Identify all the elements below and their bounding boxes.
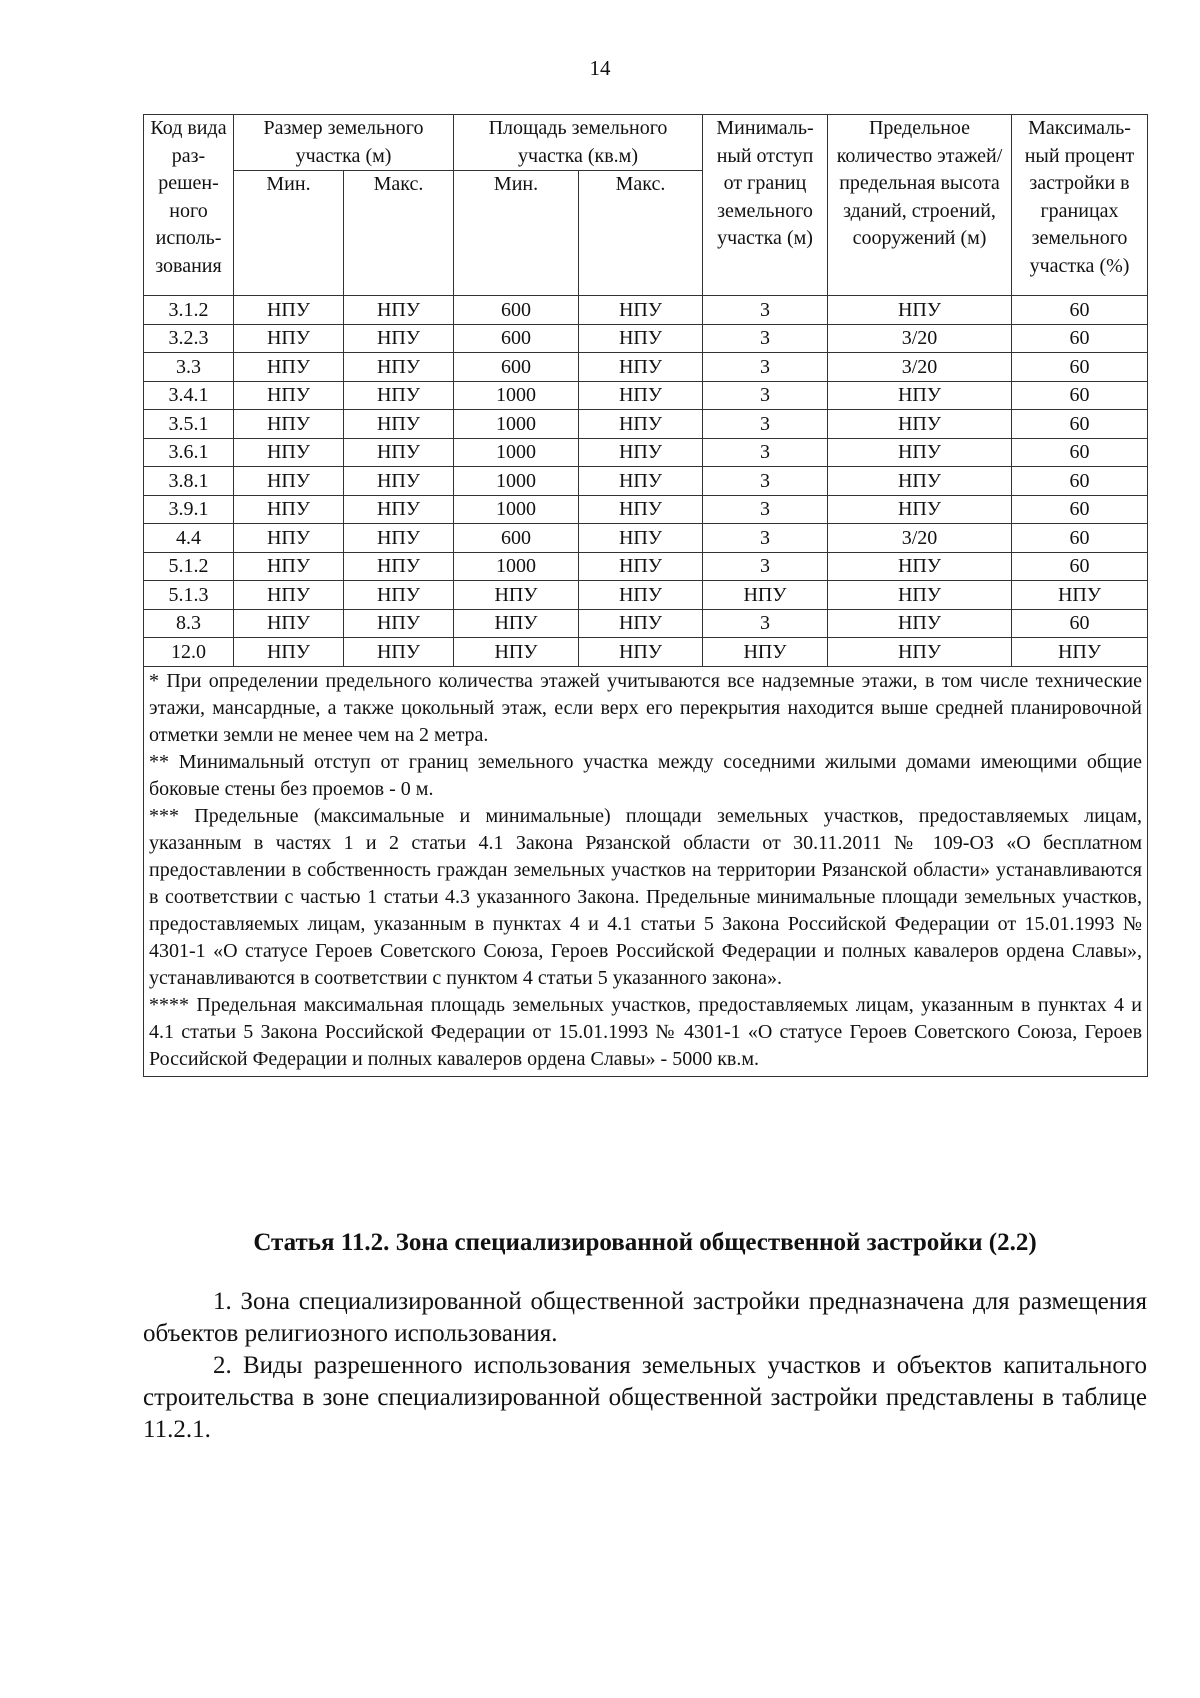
cell-area-max: НПУ	[579, 467, 703, 496]
cell-size-max: НПУ	[344, 552, 454, 581]
cell-setback: 3	[703, 495, 828, 524]
cell-floors: 3/20	[828, 524, 1012, 553]
cell-code: 3.8.1	[144, 467, 234, 496]
cell-floors: НПУ	[828, 410, 1012, 439]
cell-size-min: НПУ	[234, 324, 344, 353]
cell-code: 3.6.1	[144, 438, 234, 467]
table-row	[144, 353, 1148, 382]
cell-size-min: НПУ	[234, 381, 344, 410]
note-1: * При определении предельного количества этажей учитываются все надземные этажи, в том числе технические этажи, мансардные, а также цокольный этаж, если верх его перекрытия находится выше средней планировочной отметки земли не менее чем на 2 метра.	[149, 669, 1143, 746]
cell-size-max: НПУ	[344, 410, 454, 439]
cell-area-max: НПУ	[579, 495, 703, 524]
cell-coverage: 60	[1012, 467, 1148, 496]
table-row	[144, 552, 1148, 581]
page-number: 14	[589, 56, 611, 80]
cell-size-min: НПУ	[234, 524, 344, 553]
cell-size-min: НПУ	[234, 609, 344, 638]
table-row	[144, 495, 1148, 524]
cell-setback: НПУ	[703, 638, 828, 667]
cell-code: 3.9.1	[144, 495, 234, 524]
cell-area-max: НПУ	[579, 324, 703, 353]
cell-size-max: НПУ	[344, 353, 454, 382]
cell-size-max: НПУ	[344, 324, 454, 353]
cell-area-min: 1000	[454, 467, 579, 496]
header-floors: Предельное количество этажей/ предельная высота зданий, строений, сооружений (м)	[828, 115, 1012, 296]
cell-area-min: 600	[454, 324, 579, 353]
header-size-min: Мин.	[234, 171, 344, 296]
cell-setback: 3	[703, 410, 828, 439]
cell-coverage: 60	[1012, 524, 1148, 553]
cell-size-min: НПУ	[234, 552, 344, 581]
cell-setback: 3	[703, 296, 828, 325]
cell-floors: НПУ	[828, 296, 1012, 325]
cell-coverage: 60	[1012, 438, 1148, 467]
cell-setback: 3	[703, 609, 828, 638]
cell-area-max: НПУ	[579, 552, 703, 581]
cell-size-min: НПУ	[234, 467, 344, 496]
cell-size-max: НПУ	[344, 581, 454, 610]
article-body	[143, 1286, 1147, 1446]
cell-code: 3.5.1	[144, 410, 234, 439]
table-row	[144, 296, 1148, 325]
cell-size-max: НПУ	[344, 438, 454, 467]
cell-floors: НПУ	[828, 638, 1012, 667]
cell-area-min: 1000	[454, 495, 579, 524]
cell-area-max: НПУ	[579, 638, 703, 667]
cell-coverage: 60	[1012, 324, 1148, 353]
cell-size-min: НПУ	[234, 410, 344, 439]
table-body	[144, 296, 1148, 667]
cell-area-min: 600	[454, 524, 579, 553]
cell-coverage: 60	[1012, 381, 1148, 410]
paragraph-1: 1. Зона специализированной общественной застройки предназначена для размещения объектов религиозного использования.	[143, 1288, 1147, 1347]
cell-code: 5.1.3	[144, 581, 234, 610]
cell-code: 3.4.1	[144, 381, 234, 410]
cell-size-max: НПУ	[344, 638, 454, 667]
cell-code: 8.3	[144, 609, 234, 638]
cell-setback: 3	[703, 552, 828, 581]
cell-floors: НПУ	[828, 495, 1012, 524]
zone-parameters-table	[143, 114, 1148, 1077]
cell-size-min: НПУ	[234, 495, 344, 524]
table-row	[144, 609, 1148, 638]
cell-area-max: НПУ	[579, 581, 703, 610]
cell-area-min: 1000	[454, 410, 579, 439]
table-row	[144, 438, 1148, 467]
cell-coverage: 60	[1012, 609, 1148, 638]
cell-floors: НПУ	[828, 609, 1012, 638]
cell-area-min: 1000	[454, 438, 579, 467]
cell-size-max: НПУ	[344, 381, 454, 410]
cell-code: 3.1.2	[144, 296, 234, 325]
note-4: **** Предельная максимальная площадь земельных участков, предоставляемых лицам, указанным в пунктах 4 и 4.1 статьи 5 Закона Российской Федерации от 15.01.1993 № 4301-1 «О статусе Героев Советского Союза, Героев Российской Федерации и полных кавалеров ордена Славы» - 5000 кв.м.	[149, 993, 1143, 1070]
cell-size-min: НПУ	[234, 296, 344, 325]
header-size-group: Размер земельного участка (м)	[234, 115, 454, 171]
table-row	[144, 524, 1148, 553]
note-2: ** Минимальный отступ от границ земельного участка между соседними жилыми домами имеющими общие боковые стены без проемов - 0 м.	[149, 750, 1143, 800]
cell-setback: 3	[703, 438, 828, 467]
table-row	[144, 581, 1148, 610]
cell-code: 5.1.2	[144, 552, 234, 581]
cell-area-min: 1000	[454, 381, 579, 410]
article-title: Статья 11.2. Зона специализированной общественной застройки (2.2)	[253, 1229, 1037, 1256]
table-row	[144, 381, 1148, 410]
cell-size-min: НПУ	[234, 438, 344, 467]
cell-area-min: НПУ	[454, 581, 579, 610]
table-row	[144, 410, 1148, 439]
cell-size-max: НПУ	[344, 524, 454, 553]
header-code: Код вида раз-решен-ного исполь-зования	[144, 115, 234, 296]
cell-area-min: 1000	[454, 552, 579, 581]
cell-setback: 3	[703, 467, 828, 496]
cell-area-max: НПУ	[579, 438, 703, 467]
cell-code: 12.0	[144, 638, 234, 667]
table-row	[144, 324, 1148, 353]
cell-floors: 3/20	[828, 353, 1012, 382]
cell-size-max: НПУ	[344, 609, 454, 638]
cell-floors: НПУ	[828, 467, 1012, 496]
cell-size-min: НПУ	[234, 638, 344, 667]
cell-coverage: 60	[1012, 410, 1148, 439]
cell-area-max: НПУ	[579, 524, 703, 553]
cell-code: 3.2.3	[144, 324, 234, 353]
cell-floors: НПУ	[828, 552, 1012, 581]
cell-coverage: 60	[1012, 552, 1148, 581]
cell-size-max: НПУ	[344, 467, 454, 496]
cell-size-max: НПУ	[344, 296, 454, 325]
cell-area-max: НПУ	[579, 353, 703, 382]
cell-area-max: НПУ	[579, 296, 703, 325]
cell-size-max: НПУ	[344, 495, 454, 524]
cell-setback: НПУ	[703, 581, 828, 610]
header-area-group: Площадь земельного участка (кв.м)	[454, 115, 703, 171]
header-area-max: Макс.	[579, 171, 703, 296]
cell-coverage: НПУ	[1012, 581, 1148, 610]
cell-setback: 3	[703, 324, 828, 353]
note-3: *** Предельные (максимальные и минимальные) площади земельных участков, предоставляемых лицам, указанным в частях 1 и 2 статьи 4.1 Закона Рязанской области от 30.11.2011 № 109-ОЗ «О бесплатном предоставлении в собственность граждан земельных участков на территории Рязанской области» устанавливаются в соответствии с частью 1 статьи 4.3 указанного Закона. Предельные минимальные площади земельных участков, предоставляемых лицам, указанным в пунктах 4 и 4.1 статьи 5 Закона Российской Федерации от 15.01.1993 № 4301-1 «О статусе Героев Советского Союза, Героев Российской Федерации и полных кавалеров ордена Славы», устанавливаются в соответствии с пунктом 4 статьи 5 указанного закона».	[149, 804, 1143, 989]
cell-setback: 3	[703, 524, 828, 553]
header-setback: Минималь-ный отступ от границ земельного участка (м)	[703, 115, 828, 296]
cell-coverage: 60	[1012, 353, 1148, 382]
cell-floors: НПУ	[828, 381, 1012, 410]
cell-setback: 3	[703, 353, 828, 382]
cell-code: 3.3	[144, 353, 234, 382]
header-size-max: Макс.	[344, 171, 454, 296]
header-coverage: Максималь-ный процент застройки в границах земельного участка (%)	[1012, 115, 1148, 296]
cell-coverage: НПУ	[1012, 638, 1148, 667]
cell-area-min: НПУ	[454, 609, 579, 638]
cell-area-max: НПУ	[579, 410, 703, 439]
cell-floors: НПУ	[828, 581, 1012, 610]
table-notes	[144, 666, 1148, 1076]
cell-floors: 3/20	[828, 324, 1012, 353]
paragraph-2: 2. Виды разрешенного использования земельных участков и объектов капитального строительства в зоне специализированной общественной застройки представлены в таблице 11.2.1.	[143, 1352, 1147, 1443]
table-row	[144, 467, 1148, 496]
cell-area-min: 600	[454, 296, 579, 325]
cell-area-min: 600	[454, 353, 579, 382]
cell-size-min: НПУ	[234, 353, 344, 382]
cell-area-min: НПУ	[454, 638, 579, 667]
cell-coverage: 60	[1012, 296, 1148, 325]
header-area-min: Мин.	[454, 171, 579, 296]
cell-coverage: 60	[1012, 495, 1148, 524]
table-row	[144, 638, 1148, 667]
cell-code: 4.4	[144, 524, 234, 553]
cell-area-max: НПУ	[579, 381, 703, 410]
cell-floors: НПУ	[828, 438, 1012, 467]
cell-setback: 3	[703, 381, 828, 410]
cell-size-min: НПУ	[234, 581, 344, 610]
cell-area-max: НПУ	[579, 609, 703, 638]
